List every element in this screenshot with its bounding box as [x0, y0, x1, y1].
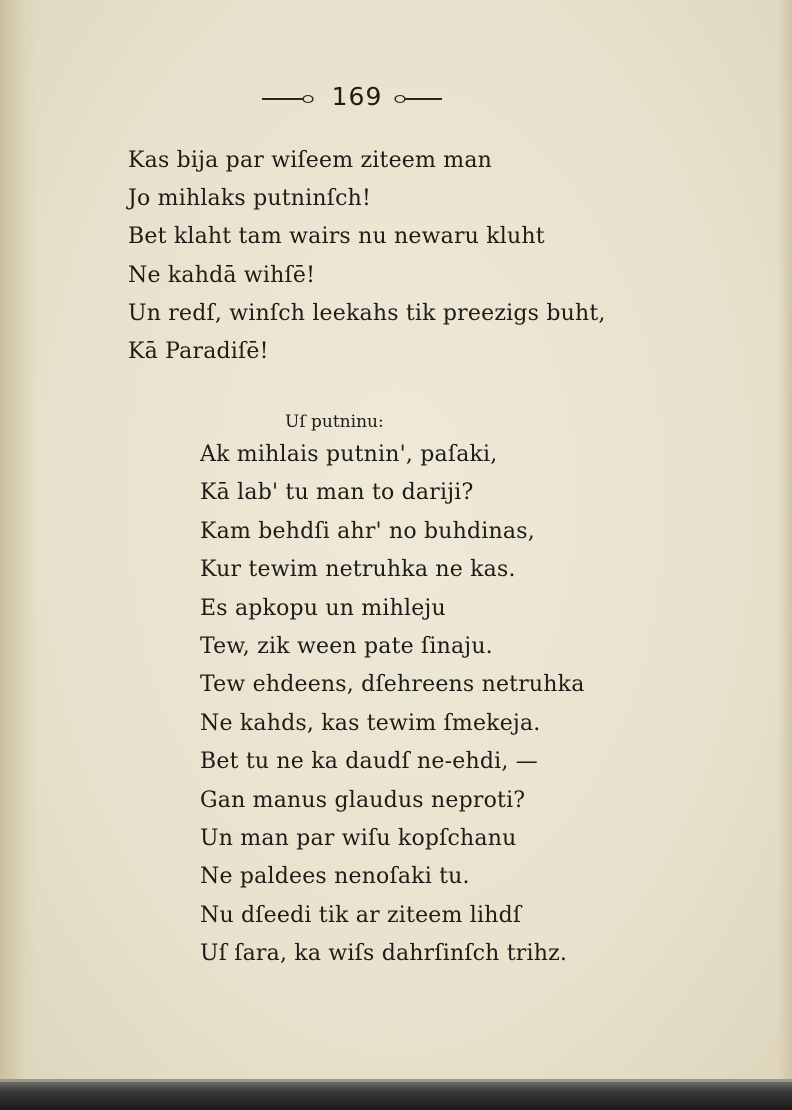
poem-stanza-2: [200, 436, 660, 974]
page-edge: [778, 0, 792, 1110]
poem-line: Ne kahds, kas tewim ſmekeja.: [200, 710, 541, 736]
ornament-rule-right: [400, 98, 442, 100]
poem-stanza-1: [128, 142, 648, 371]
poem-line: Tew ehdeens, dſehreens netruhka: [200, 672, 585, 698]
poem-line: Nu dſeedi tik ar ziteem lihdſ: [200, 902, 522, 928]
binding-edge: [0, 1082, 792, 1110]
gutter-shadow: [0, 0, 38, 1110]
page-header: [0, 82, 792, 116]
poem-line: Bet klaht tam wairs nu newaru kluht: [128, 224, 545, 250]
poem-line: Uſ ſara, ka wiſs dahrſinſch trihz.: [200, 941, 568, 967]
page-number: 169: [331, 82, 383, 111]
poem-line: Un man par wiſu kopſchanu: [200, 826, 517, 852]
poem-line: Bet tu ne ka daudſ ne-ehdi, —: [200, 749, 538, 775]
poem-line: Kā Paradiſē!: [128, 339, 269, 365]
poem-line: Kam behdſi ahr' no buhdinas,: [200, 518, 535, 544]
poem-line: Tew, zik ween pate ſinaju.: [200, 634, 493, 660]
poem-line: Ak mihlais putnin', paſaki,: [200, 442, 498, 467]
poem-line: Gan manus glaudus neproti?: [200, 787, 526, 813]
poem-line: Ne paldees nenoſaki tu.: [200, 864, 470, 890]
poem-line: Jo mihlaks putninſch!: [128, 186, 372, 212]
poem-line: Es apkopu un mihleju: [200, 595, 446, 621]
poem-line: Kas bija par wiſeem ziteem man: [128, 148, 493, 173]
poem-line: Kā lab' tu man to dariji?: [200, 480, 474, 506]
poem-line: Ne kahdā wihſē!: [128, 262, 316, 288]
ornament-rule-left: [262, 98, 308, 100]
poem-subtitle: Uſ putninu:: [285, 412, 384, 432]
poem-line: Kur tewim netruhka ne kas.: [200, 557, 516, 583]
poem-line: Un redſ, winſch leekahs tik preezigs buht,: [128, 300, 606, 326]
